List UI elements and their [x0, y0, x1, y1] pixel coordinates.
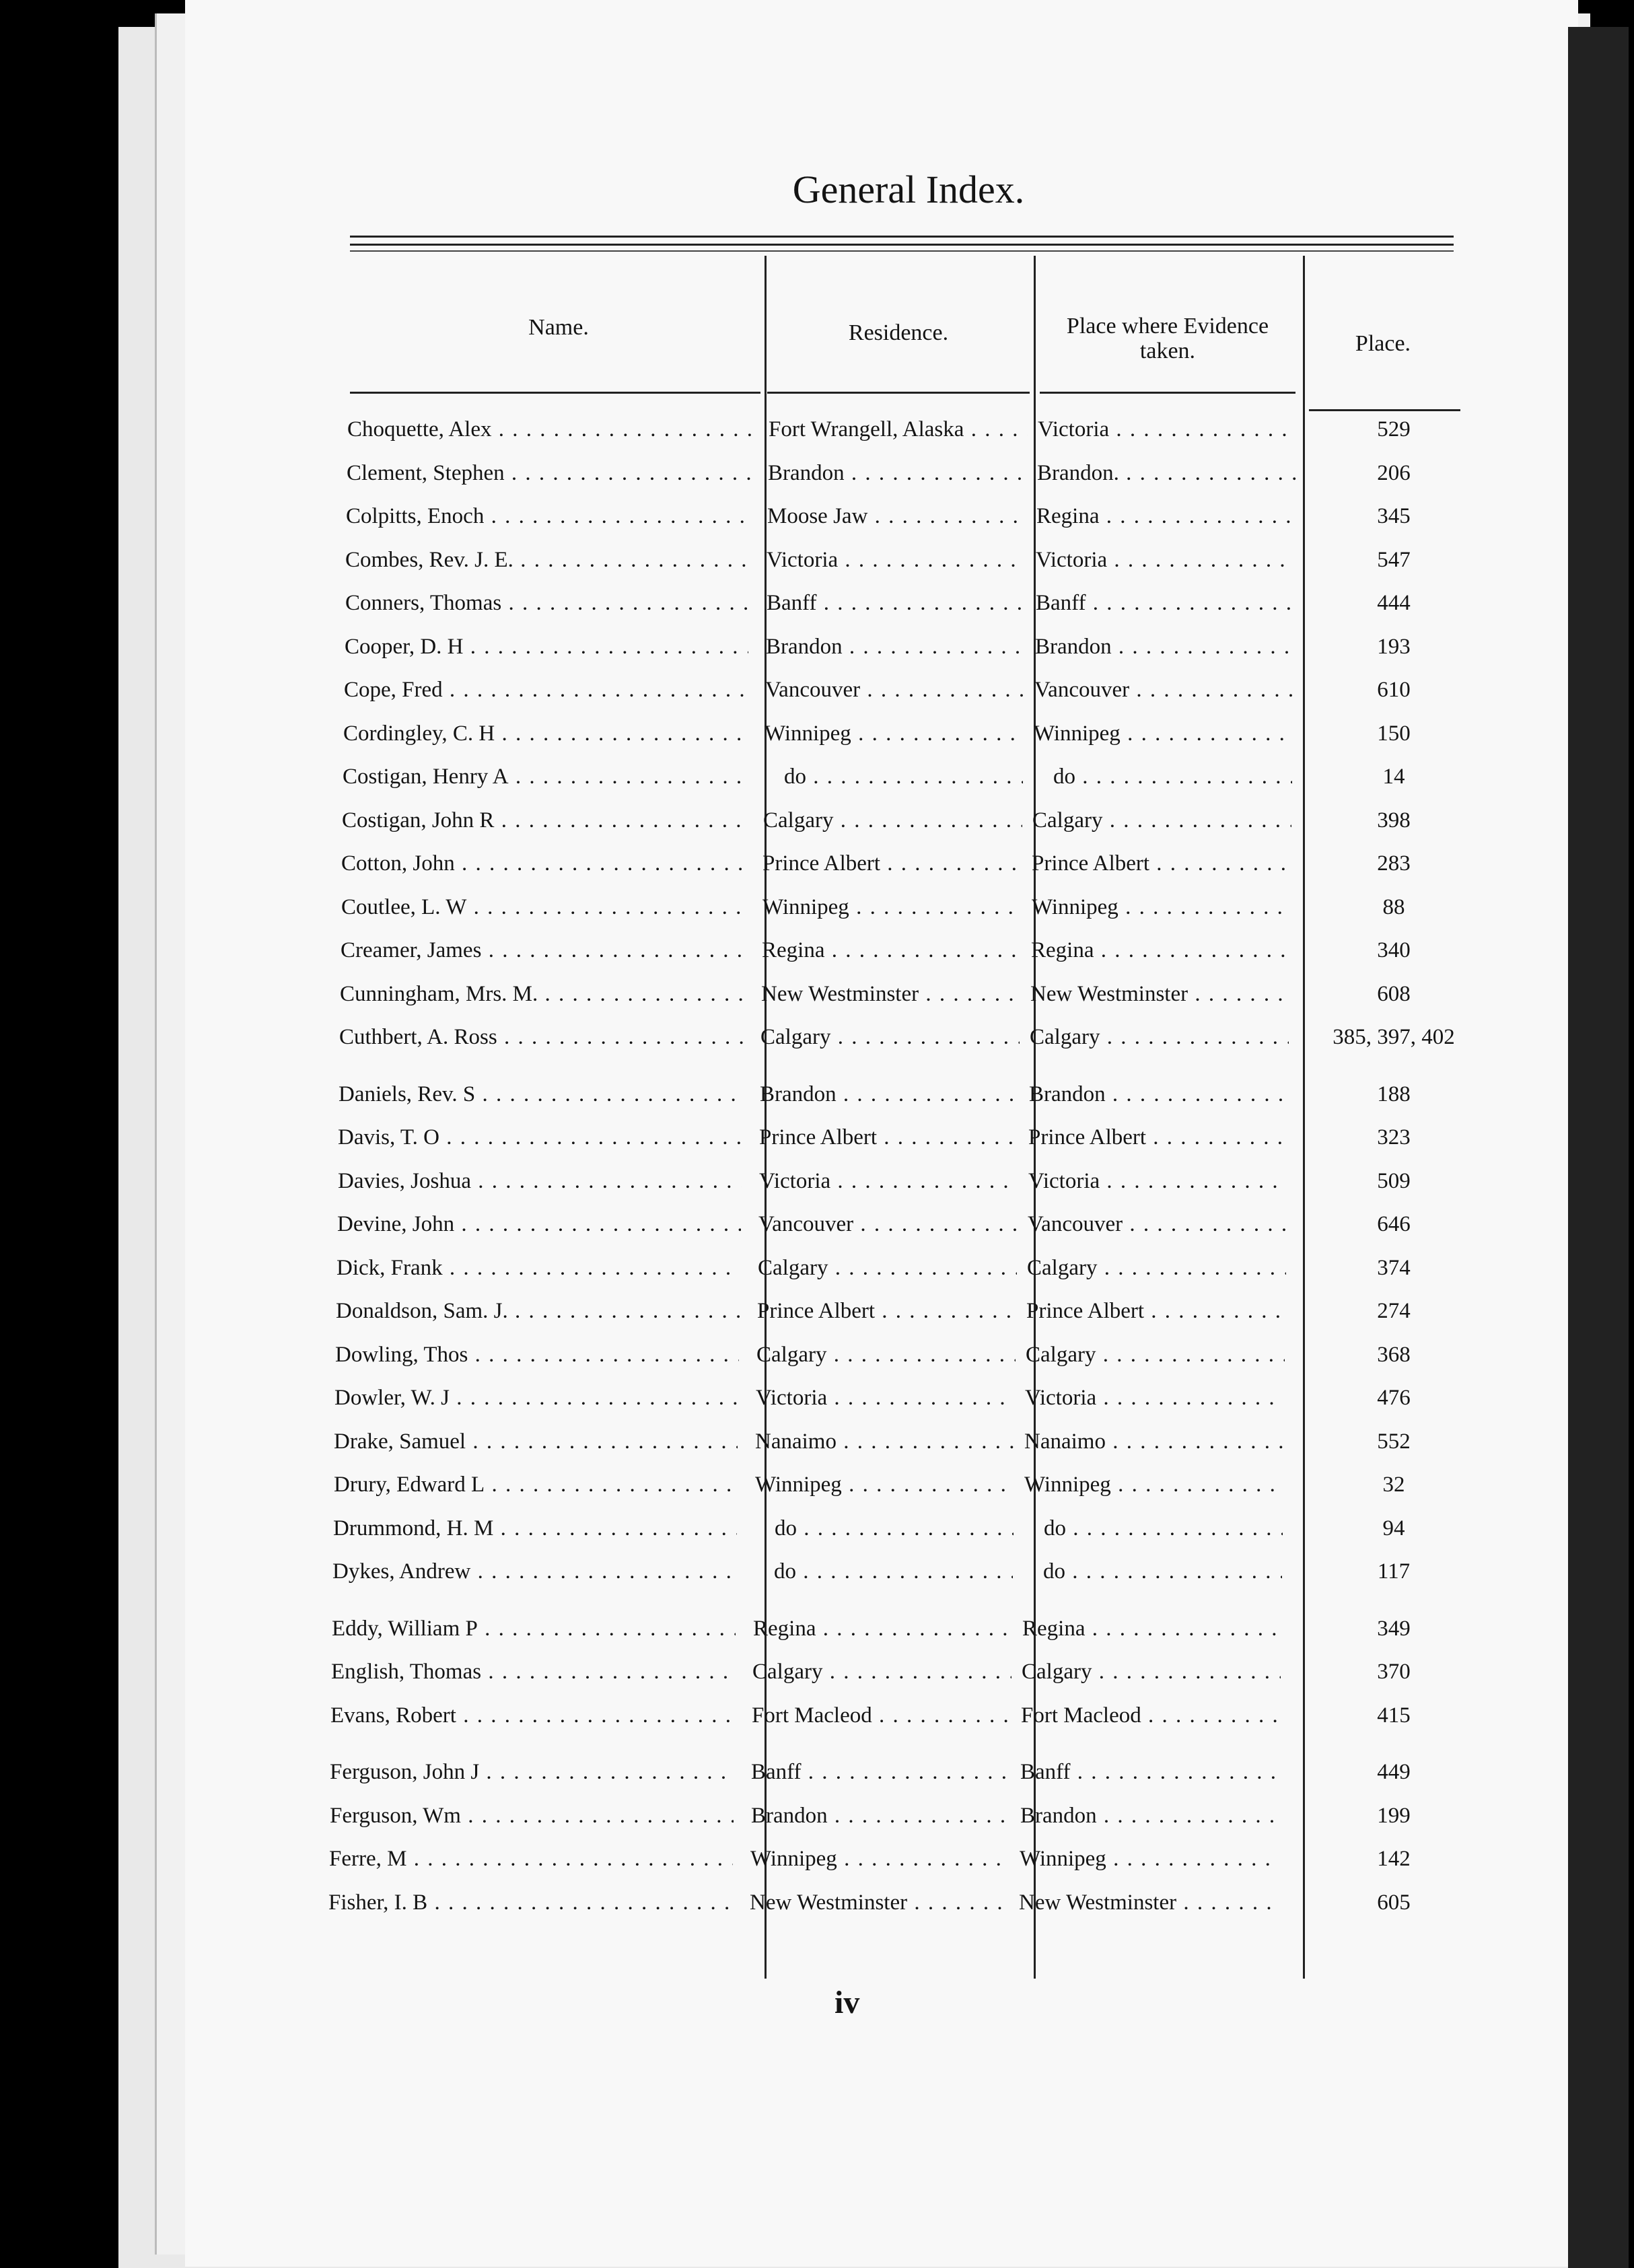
entry-name: Ferre, M . . .	[329, 1847, 733, 1872]
table-row	[338, 1125, 1482, 1163]
entry-place-taken: New Westminster . . .	[1030, 982, 1289, 1007]
entry-place-taken: Vancouver . . .	[1034, 678, 1293, 703]
entry-name: Combes, Rev. J. E. . . .	[345, 548, 749, 573]
entry-name: Clement, Stephen . . .	[347, 461, 750, 486]
entry-residence: Calgary . . .	[758, 1256, 1017, 1281]
entry-page: 449	[1377, 1760, 1411, 1784]
header-rule	[350, 236, 1454, 238]
entry-name: English, Thomas . . .	[331, 1660, 735, 1685]
entry-page: 188	[1377, 1082, 1411, 1106]
entry-name: Dowler, W. J . . .	[334, 1386, 738, 1411]
entry-name: Cope, Fred . . .	[344, 678, 748, 703]
entry-page: 608	[1377, 981, 1411, 1006]
entry-page: 88	[1382, 894, 1405, 919]
page-number: iv	[834, 1985, 860, 2020]
entry-place-taken: Nanaimo . . .	[1024, 1429, 1283, 1454]
entry-residence: Moose Jaw . . .	[767, 504, 1026, 529]
entry-residence: Brandon . . .	[768, 461, 1027, 486]
entry-place-taken: Regina . . .	[1031, 938, 1290, 963]
entry-residence: Victoria . . .	[767, 548, 1026, 573]
entry-residence: Brandon . . .	[766, 635, 1025, 660]
entry-residence: do . . .	[754, 1559, 1013, 1584]
entry-page: 398	[1377, 808, 1411, 832]
entry-residence: Winnipeg . . .	[750, 1847, 1009, 1872]
column-rule	[1309, 409, 1460, 411]
entry-name: Colpitts, Enoch . . .	[346, 504, 750, 529]
entry-page: 415	[1377, 1703, 1411, 1728]
table-row	[346, 504, 1490, 542]
entry-place-taken: Winnipeg . . .	[1032, 895, 1291, 920]
entry-place-taken: Banff . . .	[1036, 591, 1295, 616]
entry-page: 610	[1377, 678, 1411, 702]
entry-page: 206	[1377, 460, 1411, 485]
entry-place-taken: Calgary . . .	[1032, 808, 1291, 833]
entry-residence: Calgary . . .	[760, 1025, 1020, 1050]
table-row	[335, 1343, 1479, 1380]
table-row	[328, 1890, 1472, 1928]
entry-residence: New Westminster . . .	[761, 982, 1020, 1007]
entry-page: 368	[1377, 1342, 1411, 1367]
entry-name: Donaldson, Sam. J. . . .	[336, 1299, 740, 1324]
entry-page: 370	[1377, 1660, 1411, 1684]
table-row	[343, 765, 1487, 802]
entry-place-taken: Vancouver . . .	[1028, 1212, 1287, 1237]
entry-page: 646	[1377, 1212, 1411, 1236]
table-row	[341, 895, 1485, 933]
entry-residence: Fort Wrangell, Alaska . . .	[769, 417, 1028, 442]
entry-place-taken: Banff . . .	[1020, 1760, 1279, 1785]
entry-place-taken: Winnipeg . . .	[1034, 721, 1293, 746]
column-rule	[1040, 392, 1295, 394]
entry-residence: do . . .	[764, 765, 1023, 789]
entry-name: Davis, T. O . . .	[338, 1125, 742, 1150]
entry-place-taken: Brandon . . .	[1035, 635, 1294, 660]
entry-page: 199	[1377, 1803, 1411, 1828]
table-row	[342, 808, 1486, 846]
table-row	[331, 1660, 1475, 1697]
entry-residence: Brandon . . .	[760, 1082, 1019, 1107]
entry-name: Choquette, Alex . . .	[347, 417, 751, 442]
entry-residence: Calgary . . .	[763, 808, 1022, 833]
entry-name: Fisher, I. B . . .	[328, 1890, 732, 1915]
entry-page: 193	[1377, 634, 1411, 659]
table-row	[334, 1473, 1478, 1510]
entry-name: Dick, Frank . . .	[336, 1256, 740, 1281]
entry-page: 117	[1377, 1559, 1411, 1584]
entry-name: Drummond, H. M . . .	[333, 1516, 737, 1541]
entry-place-taken: Brandon . . .	[1029, 1082, 1288, 1107]
entry-name: Coutlee, L. W . . .	[341, 895, 745, 920]
entry-place-taken: Calgary . . .	[1030, 1025, 1289, 1050]
table-row	[339, 1082, 1483, 1120]
table-row	[330, 1703, 1475, 1741]
entry-residence: Winnipeg . . .	[755, 1473, 1014, 1497]
entry-name: Conners, Thomas . . .	[345, 591, 749, 616]
page-binding-shadow	[1568, 27, 1629, 2268]
header-place-evidence: Place where Evidence taken.	[1066, 314, 1269, 364]
entry-page: 14	[1382, 765, 1405, 789]
entry-residence: Brandon . . .	[751, 1804, 1010, 1829]
entry-name: Cotton, John . . .	[341, 851, 745, 876]
entry-page: 374	[1377, 1255, 1411, 1280]
entry-page: 142	[1377, 1847, 1411, 1871]
entry-place-taken: New Westminster . . .	[1019, 1890, 1278, 1915]
entry-page: 349	[1377, 1616, 1411, 1641]
entry-name: Ferguson, Wm . . .	[330, 1804, 734, 1829]
entry-name: Ferguson, John J . . .	[330, 1760, 734, 1785]
table-row	[345, 635, 1489, 672]
table-row	[332, 1559, 1477, 1597]
entry-place-taken: do . . .	[1023, 1559, 1282, 1584]
header-place: Place.	[1355, 331, 1411, 356]
entry-place-taken: Victoria . . .	[1028, 1169, 1287, 1194]
entry-place-taken: Victoria . . .	[1025, 1386, 1284, 1411]
column-rule	[767, 392, 1030, 394]
entry-page: 476	[1377, 1386, 1411, 1410]
entry-page: 150	[1377, 721, 1411, 746]
entry-page: 529	[1377, 417, 1411, 441]
entry-residence: Fort Macleod . . .	[752, 1703, 1011, 1728]
entry-place-taken: Prince Albert . . .	[1026, 1299, 1285, 1324]
entry-place-taken: Regina . . .	[1022, 1617, 1281, 1641]
entry-name: Creamer, James . . .	[341, 938, 744, 963]
entry-page: 283	[1377, 851, 1411, 876]
entry-residence: Vancouver . . .	[758, 1212, 1018, 1237]
entry-page: 345	[1377, 504, 1411, 528]
table-row	[329, 1847, 1473, 1884]
header-rule	[350, 244, 1454, 246]
table-row	[343, 721, 1487, 759]
table-row	[347, 461, 1491, 499]
entry-name: Cunningham, Mrs. M. . . .	[340, 982, 744, 1007]
table-row	[344, 678, 1488, 715]
entry-residence: Victoria . . .	[756, 1386, 1015, 1411]
table-row	[330, 1804, 1474, 1841]
entry-place-taken: Fort Macleod . . .	[1021, 1703, 1280, 1728]
entry-place-taken: do . . .	[1024, 1516, 1283, 1541]
entry-name: Devine, John . . .	[337, 1212, 741, 1237]
entry-page: 444	[1377, 591, 1411, 615]
column-rule	[350, 392, 760, 394]
entry-name: Evans, Robert . . .	[330, 1703, 734, 1728]
entry-residence: Winnipeg . . .	[765, 721, 1024, 746]
table-row	[345, 591, 1489, 629]
entry-residence: Prince Albert . . .	[759, 1125, 1018, 1150]
entry-name: Costigan, Henry A . . .	[343, 765, 746, 789]
entry-residence: Victoria . . .	[759, 1169, 1018, 1194]
entry-place-taken: do . . .	[1033, 765, 1292, 789]
entry-page: 274	[1377, 1299, 1411, 1323]
entry-residence: Prince Albert . . .	[762, 851, 1022, 876]
table-row	[334, 1429, 1478, 1467]
entry-place-taken: Regina . . .	[1036, 504, 1295, 529]
entry-residence: Winnipeg . . .	[762, 895, 1022, 920]
entry-place-taken: Brandon . . .	[1020, 1804, 1279, 1829]
entry-place-taken: Prince Albert . . .	[1028, 1125, 1287, 1150]
entry-page: 385, 397, 402	[1333, 1025, 1455, 1049]
entry-place-taken: Victoria . . .	[1038, 417, 1297, 442]
table-row	[337, 1212, 1481, 1250]
header-name: Name.	[528, 315, 589, 340]
entry-name: Daniels, Rev. S . . .	[339, 1082, 742, 1107]
entry-place-taken: Calgary . . .	[1022, 1660, 1281, 1685]
entry-name: Cordingley, C. H . . .	[343, 721, 747, 746]
entry-page: 94	[1382, 1516, 1405, 1540]
entry-page: 340	[1377, 938, 1411, 962]
entry-residence: Banff . . .	[767, 591, 1026, 616]
entry-page: 509	[1377, 1168, 1411, 1193]
table-row	[345, 548, 1489, 586]
table-row	[336, 1256, 1481, 1294]
entry-name: Cuthbert, A. Ross . . .	[339, 1025, 743, 1050]
entry-name: Eddy, William P . . .	[332, 1617, 736, 1641]
entry-name: Dykes, Andrew . . .	[332, 1559, 736, 1584]
entry-place-taken: Winnipeg . . .	[1024, 1473, 1283, 1497]
table-row	[339, 1025, 1483, 1063]
table-row	[340, 982, 1484, 1020]
entry-page: 552	[1377, 1429, 1411, 1454]
entry-residence: Regina . . .	[762, 938, 1021, 963]
entry-name: Cooper, D. H . . .	[345, 635, 748, 660]
table-row	[334, 1386, 1479, 1423]
table-row	[332, 1617, 1476, 1654]
table-row	[347, 417, 1491, 455]
entry-residence: Regina . . .	[753, 1617, 1012, 1641]
entry-residence: New Westminster . . .	[750, 1890, 1009, 1915]
entry-place-taken: Victoria . . .	[1036, 548, 1295, 573]
table-row	[338, 1169, 1482, 1207]
entry-residence: Prince Albert . . .	[757, 1299, 1016, 1324]
entry-residence: Calgary . . .	[752, 1660, 1011, 1685]
entry-name: Drake, Samuel . . .	[334, 1429, 738, 1454]
entry-place-taken: Prince Albert . . .	[1032, 851, 1291, 876]
entry-residence: Nanaimo . . .	[755, 1429, 1014, 1454]
table-row	[333, 1516, 1477, 1554]
table-row	[336, 1299, 1480, 1337]
entry-page: 605	[1377, 1890, 1411, 1915]
entry-place-taken: Brandon. . . .	[1037, 461, 1296, 486]
table-row	[341, 938, 1485, 976]
entry-page: 32	[1382, 1473, 1405, 1497]
entry-name: Davies, Joshua . . .	[338, 1169, 742, 1194]
entry-name: Costigan, John R . . .	[342, 808, 746, 833]
table-row	[341, 851, 1485, 889]
entry-place-taken: Calgary . . .	[1026, 1343, 1285, 1368]
page-title: General Index.	[792, 168, 1025, 211]
entry-residence: Vancouver . . .	[765, 678, 1024, 703]
entry-residence: Calgary . . .	[756, 1343, 1016, 1368]
header-residence: Residence.	[848, 320, 949, 345]
entry-name: Dowling, Thos . . .	[335, 1343, 739, 1368]
entry-residence: Banff . . .	[751, 1760, 1010, 1785]
entry-page: 323	[1377, 1125, 1411, 1149]
entry-residence: do . . .	[754, 1516, 1014, 1541]
table-row	[330, 1760, 1474, 1798]
entry-place-taken: Winnipeg . . .	[1020, 1847, 1279, 1872]
entry-name: Drury, Edward L . . .	[334, 1473, 738, 1497]
entry-place-taken: Calgary . . .	[1027, 1256, 1286, 1281]
header-rule	[350, 250, 1454, 252]
entry-page: 547	[1377, 547, 1411, 572]
